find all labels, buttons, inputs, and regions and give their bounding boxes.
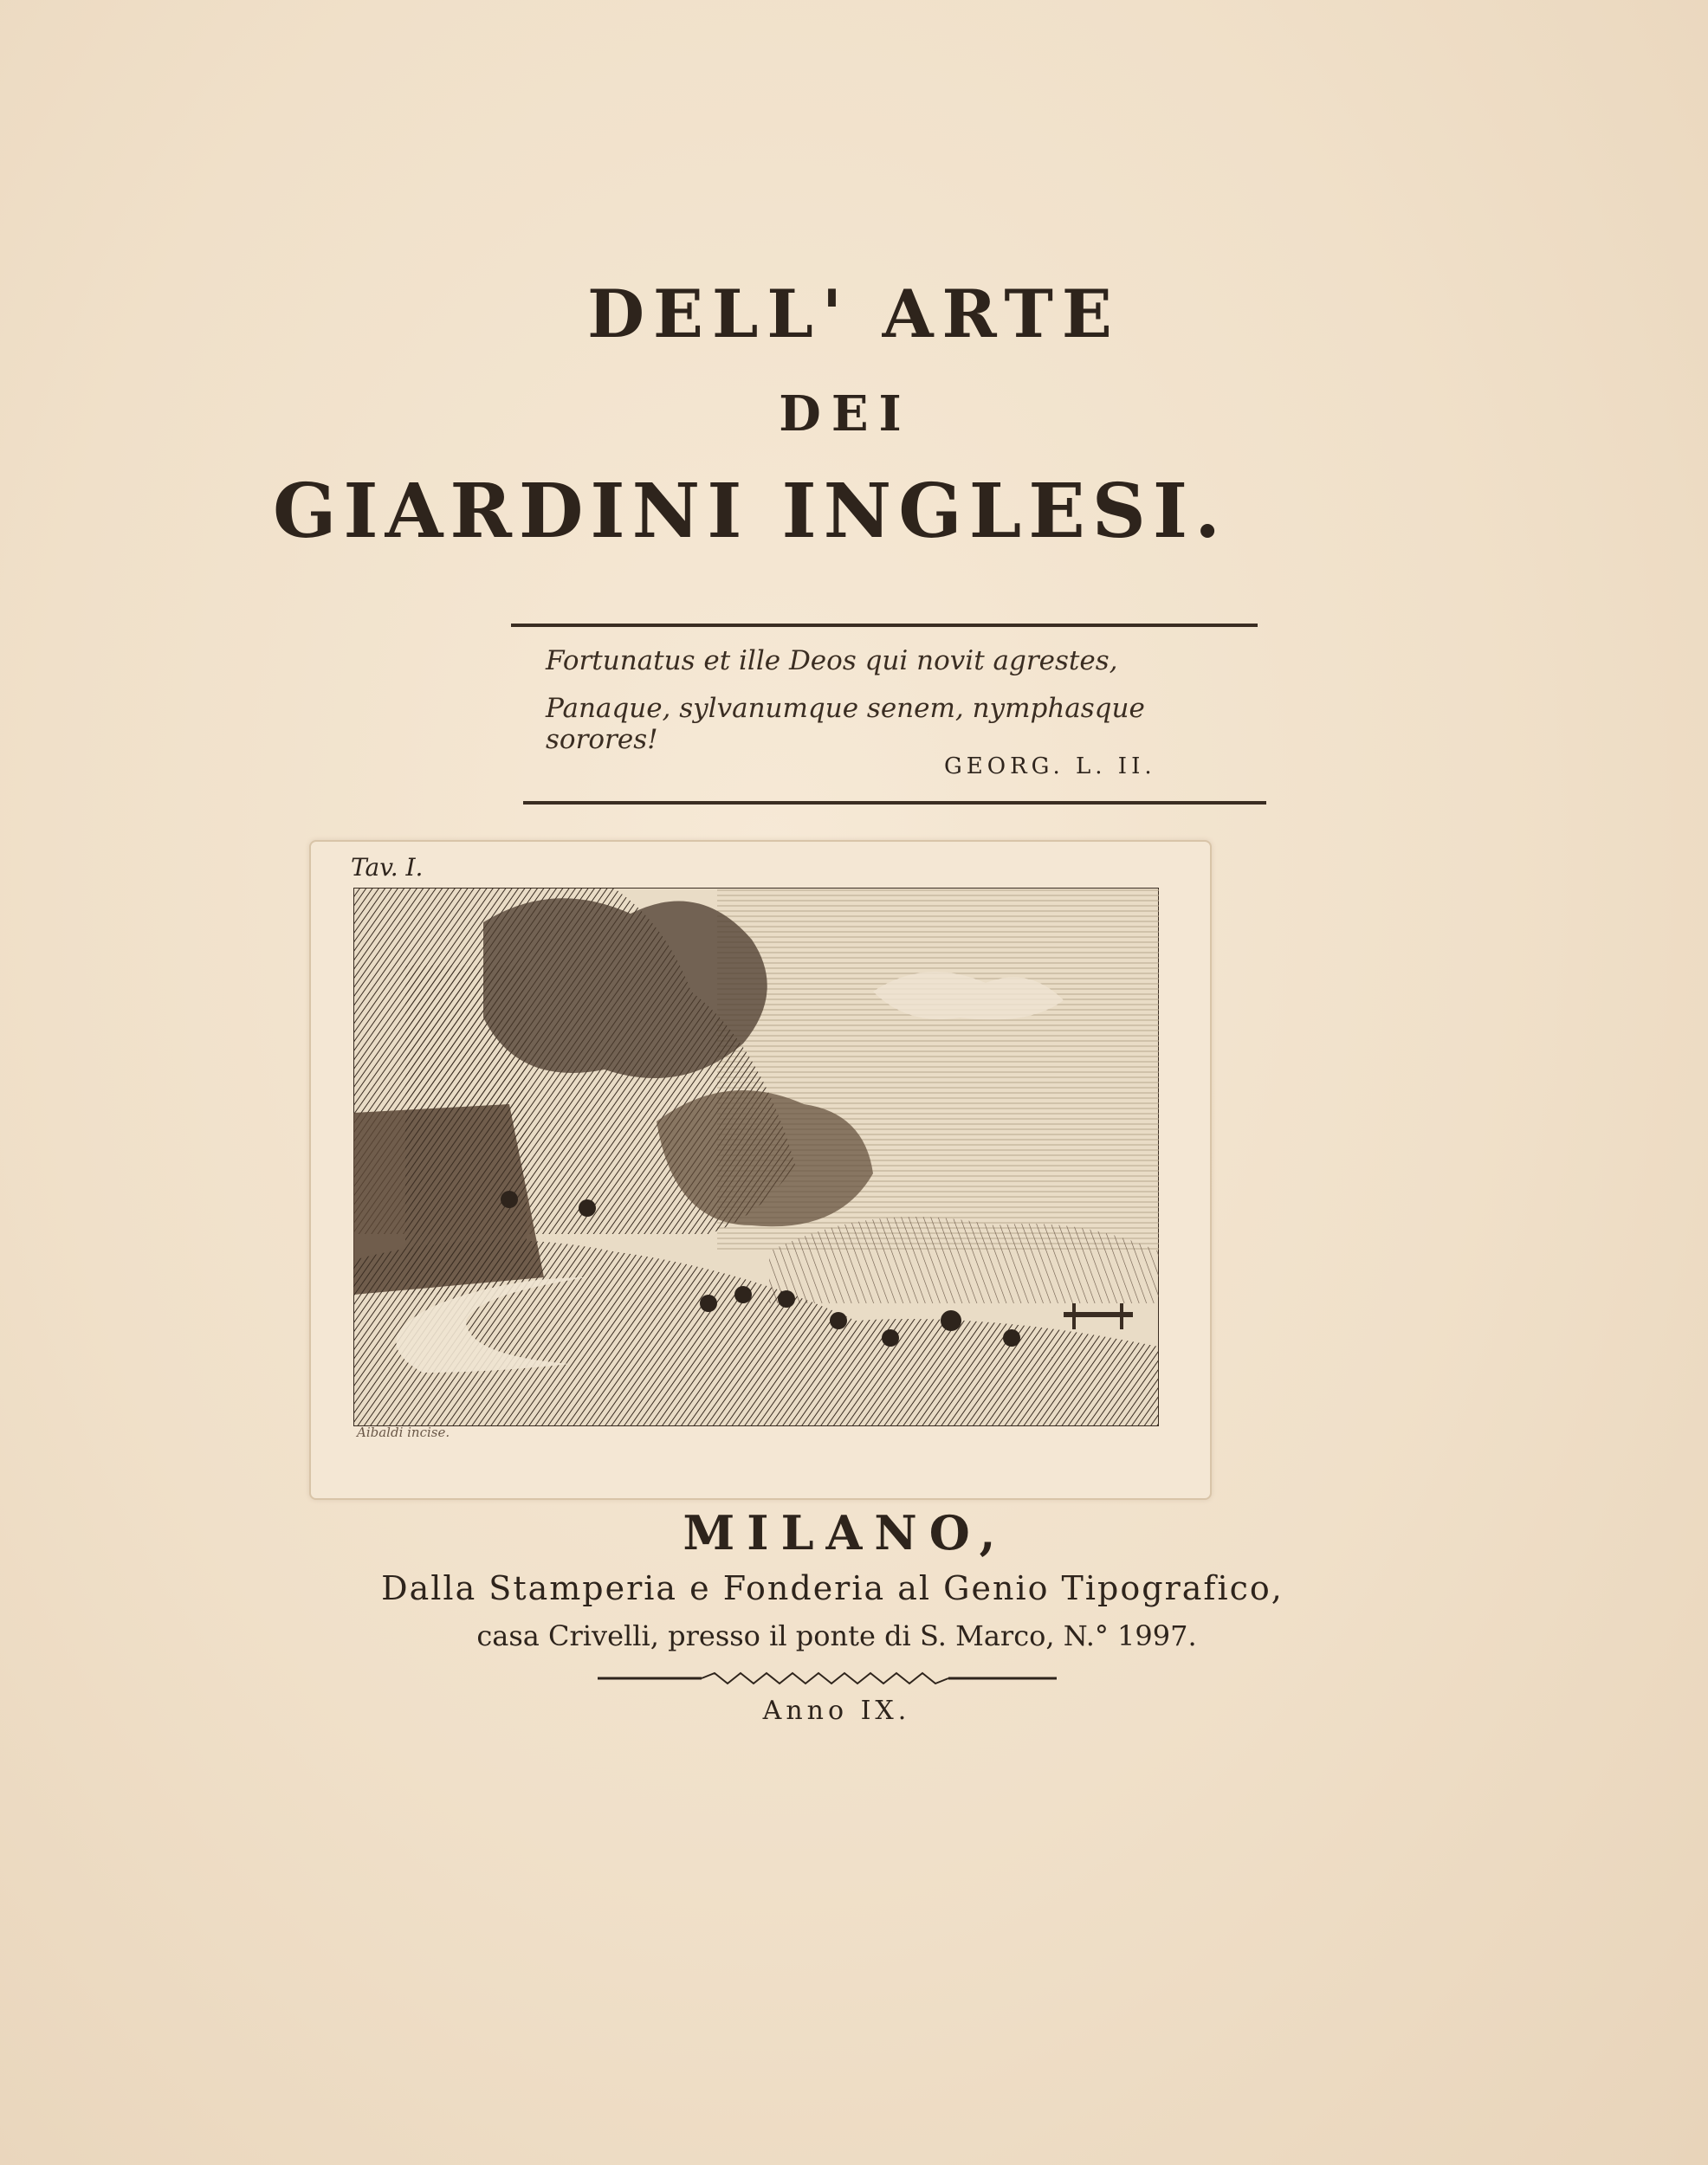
epigraph-citation: GEORG. L. II.: [944, 753, 1156, 779]
imprint-city: MILANO,: [683, 1505, 1008, 1561]
title-line-3: GIARDINI INGLESI.: [272, 468, 1228, 555]
epigraph-line-2: Panaque, sylvanumque senem, nymphasque sorores!: [546, 693, 1145, 755]
title-line-1: DELL' ARTE: [587, 275, 1121, 352]
epigraph-line-1: Fortunatus et ille Deos qui novit agrestes,: [546, 645, 1118, 676]
engraving-image: [353, 888, 1159, 1426]
rule-top: [511, 624, 1258, 627]
plate-label: Tav. I.: [351, 853, 424, 882]
engraver-signature: Aibaldi incise.: [357, 1425, 450, 1440]
imprint-publisher: Dalla Stamperia e Fonderia al Genio Tipografico,: [381, 1569, 1284, 1607]
ornamental-rule: [598, 1670, 1057, 1687]
title-line-2: DEI: [779, 385, 912, 443]
imprint-address: casa Crivelli, presso il ponte di S. Marco, N.° 1997.: [476, 1619, 1197, 1652]
rule-bottom: [523, 801, 1266, 805]
imprint-year: Anno IX.: [762, 1696, 911, 1726]
